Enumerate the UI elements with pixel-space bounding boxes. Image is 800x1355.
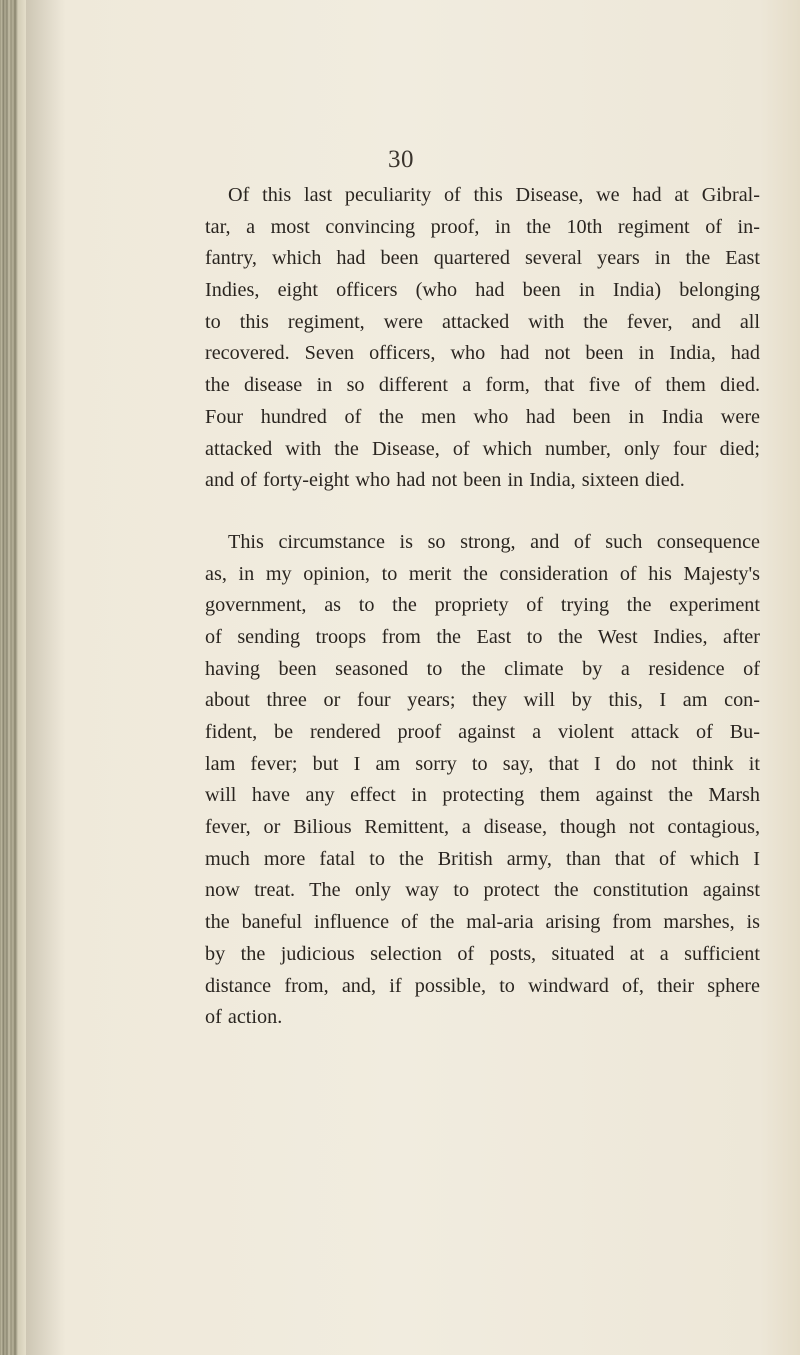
text-line: fantry, which had been quartered several years in the East xyxy=(205,247,760,270)
text-line: now treat. The only way to protect the constitution against xyxy=(205,879,760,902)
gutter-shadow xyxy=(26,0,66,1355)
text-line: This circumstance is so strong, and of such consequence xyxy=(228,530,760,553)
text-line: Of this last peculiarity of this Disease, we had at Gibral- xyxy=(228,184,760,206)
text-line: of action. xyxy=(205,1006,283,1029)
text-line: fident, be rendered proof against a violent attack of Bu- xyxy=(205,721,760,743)
text-line: having been seasoned to the climate by a residence of xyxy=(205,657,760,680)
text-line: recovered. Seven officers, who had not been in India, had xyxy=(205,342,760,365)
paragraph-spacer xyxy=(205,497,760,527)
text-line: Four hundred of the men who had been in India were xyxy=(205,405,760,428)
text-line: and of forty-eight who had not been in India, sixteen died. xyxy=(205,469,685,492)
text-line: by the judicious selection of posts, situated at a sufficient xyxy=(205,942,760,965)
text-line: as, in my opinion, to merit the consideration of his Majesty's xyxy=(205,562,760,585)
text-line: distance from, and, if possible, to windward of, their sphere xyxy=(205,974,760,997)
text-line: tar, a most convincing proof, in the 10th regiment of in- xyxy=(205,215,760,238)
text-line: lam fever; but I am sorry to say, that I do not think it xyxy=(205,752,760,775)
book-binding-edge xyxy=(0,0,26,1355)
text-line: the baneful influence of the mal-aria arising from marshes, is xyxy=(205,911,760,934)
paragraph-2 xyxy=(205,527,760,1034)
paragraph-1 xyxy=(205,180,760,497)
text-line: government, as to the propriety of trying the experiment xyxy=(205,594,760,617)
text-line: about three or four years; they will by this, I am con- xyxy=(205,689,760,712)
text-line: attacked with the Disease, of which number, only four died; xyxy=(205,437,760,460)
text-line: fever, or Bilious Remittent, a disease, though not contagious, xyxy=(205,816,760,839)
text-line: the disease in so different a form, that five of them died. xyxy=(205,374,760,397)
page-number: 30 xyxy=(388,146,414,173)
text-line: will have any effect in protecting them against the Marsh xyxy=(205,784,760,807)
text-line: Indies, eight officers (who had been in India) belonging xyxy=(205,279,760,302)
text-line: much more fatal to the British army, than that of which I xyxy=(205,847,760,870)
text-line: to this regiment, were attacked with the fever, and all xyxy=(205,310,760,333)
body-text xyxy=(205,180,760,1034)
text-line: of sending troops from the East to the West Indies, after xyxy=(205,625,760,648)
